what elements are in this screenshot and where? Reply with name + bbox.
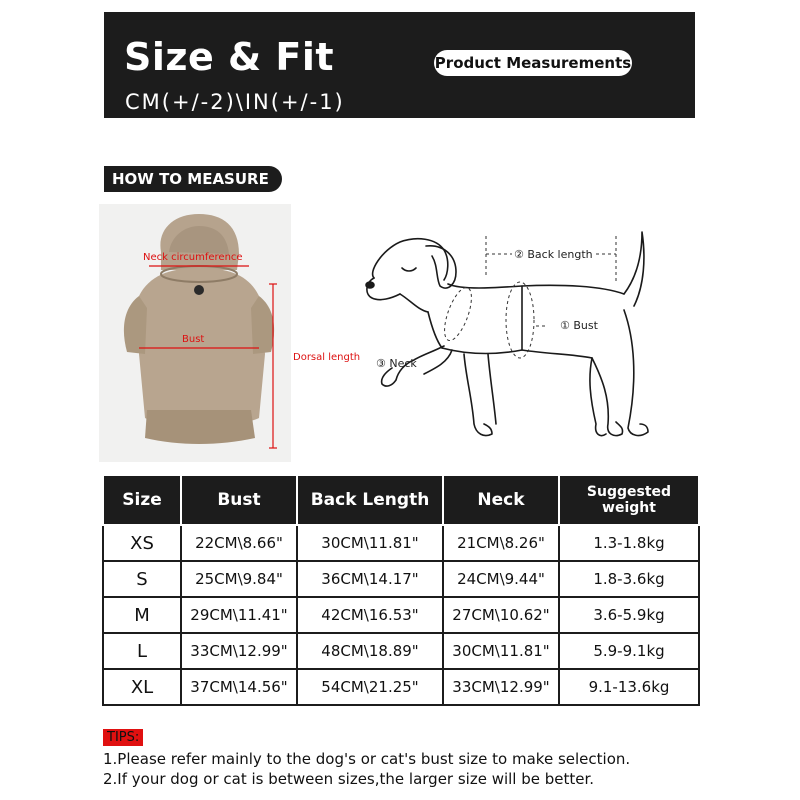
table-header-row: [103, 475, 699, 525]
dog-neck-label: ③ Neck: [376, 357, 417, 370]
back-length-cell: 36CM\14.17": [297, 561, 443, 597]
dog-bust-label: ① Bust: [560, 319, 598, 332]
size-cell: XL: [103, 669, 181, 705]
neck-cell: 21CM\8.26": [443, 525, 559, 561]
table-row: [103, 561, 699, 597]
weight-cell: 9.1-13.6kg: [559, 669, 699, 705]
tip-line-1: 1.Please refer mainly to the dog's or cat's bust size to make selection.: [103, 750, 631, 768]
table-row: [103, 525, 699, 561]
size-table: [102, 474, 700, 706]
back-length-cell: 42CM\16.53": [297, 597, 443, 633]
header-size: Size: [103, 475, 181, 525]
weight-cell: 3.6-5.9kg: [559, 597, 699, 633]
bust-cell: 25CM\9.84": [181, 561, 297, 597]
bust-cell: 33CM\12.99": [181, 633, 297, 669]
neck-cell: 33CM\12.99": [443, 669, 559, 705]
weight-cell: 1.8-3.6kg: [559, 561, 699, 597]
back-length-cell: 30CM\11.81": [297, 525, 443, 561]
size-cell: L: [103, 633, 181, 669]
hoodie-photo: [99, 204, 291, 462]
header-suggested-weight: Suggested weight: [559, 475, 699, 525]
bust-cell: 29CM\11.41": [181, 597, 297, 633]
size-cell: M: [103, 597, 181, 633]
weight-cell: 1.3-1.8kg: [559, 525, 699, 561]
back-length-cell: 54CM\21.25": [297, 669, 443, 705]
header-banner: [104, 12, 695, 118]
bust-cell: 22CM\8.66": [181, 525, 297, 561]
hoodie-illustration: [99, 204, 291, 462]
tips-label: TIPS:: [103, 729, 143, 746]
subtitle-badge: Product Measurements: [434, 50, 632, 76]
dorsal-length-label: Dorsal length: [293, 352, 361, 363]
page-title: Size & Fit: [124, 35, 335, 79]
header-bust: Bust: [181, 475, 297, 525]
back-length-label: ② Back length: [514, 248, 593, 261]
tip-line-2: 2.If your dog or cat is between sizes,the larger size will be better.: [103, 770, 595, 788]
unit-note: CM(+/-2)\IN(+/-1): [125, 90, 345, 114]
table-row: [103, 669, 699, 705]
how-to-measure-heading: HOW TO MEASURE: [104, 166, 282, 192]
size-cell: XS: [103, 525, 181, 561]
size-cell: S: [103, 561, 181, 597]
header-neck: Neck: [443, 475, 559, 525]
header-back-length: Back Length: [297, 475, 443, 525]
neck-cell: 30CM\11.81": [443, 633, 559, 669]
back-length-cell: 48CM\18.89": [297, 633, 443, 669]
dog-diagram: [352, 228, 682, 448]
table-row: [103, 597, 699, 633]
neck-cell: 27CM\10.62": [443, 597, 559, 633]
table-row: [103, 633, 699, 669]
bust-cell: 37CM\14.56": [181, 669, 297, 705]
bust-label: Bust: [182, 334, 205, 345]
weight-cell: 5.9-9.1kg: [559, 633, 699, 669]
neck-circumference-label: Neck circumference: [143, 252, 243, 263]
neck-cell: 24CM\9.44": [443, 561, 559, 597]
